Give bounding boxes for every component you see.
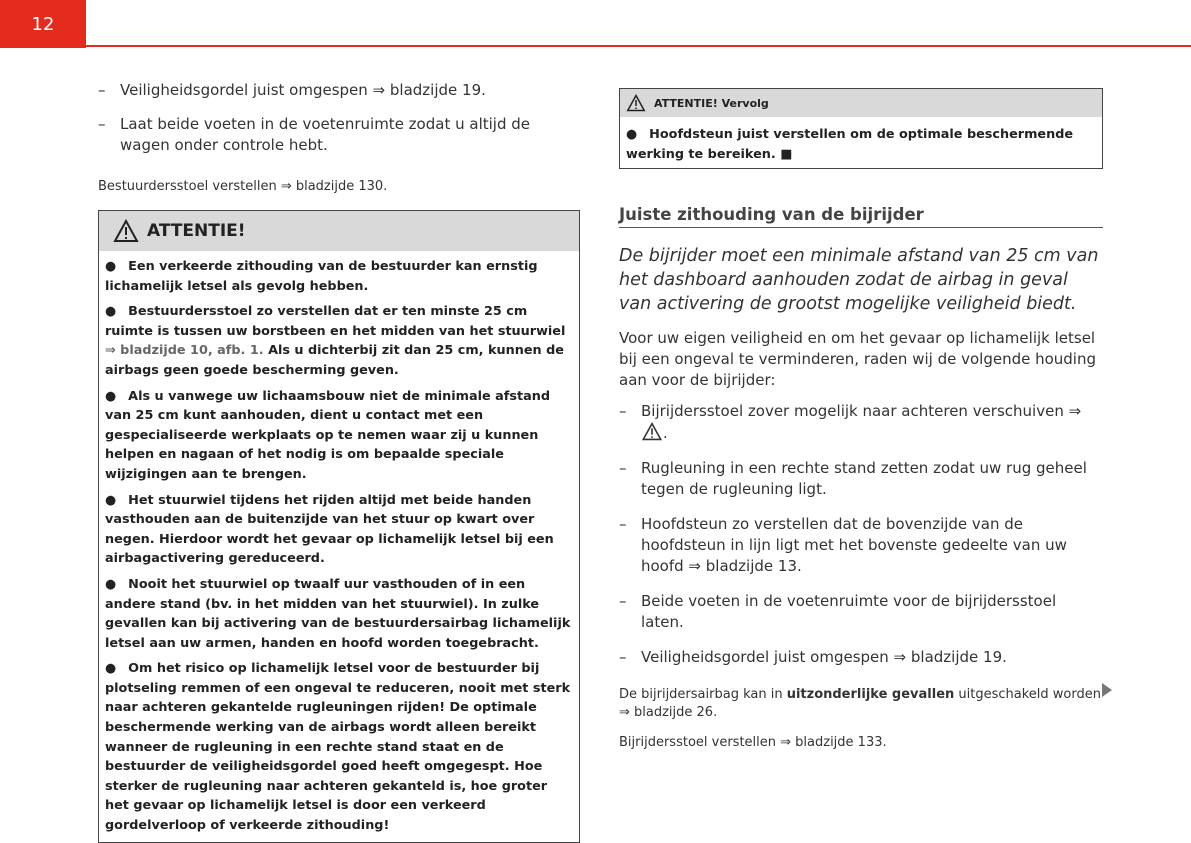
page-reference: ⇒ bladzijde 10, afb. 1. (105, 343, 264, 359)
warning-triangle-icon (626, 94, 646, 112)
warning-item: ● Nooit het stuurwiel op twaalf uur vasthouden of in een andere stand (bv. in het midden van het stuurwiel). In zulke gevallen kan bij activering van de bestuurdersairbag lichamelijk letsel aan uw armen, handen en hoofd worden toegebracht. (105, 576, 571, 651)
right-column (619, 88, 1103, 752)
intro-text: Voor uw eigen veiligheid en om het gevaar op lichamelijk letsel bij een ongeval te verminderen, raden wij de volgende houding aan voor de bijrijder: (619, 329, 1097, 390)
warning-triangle-icon (113, 219, 139, 243)
list-item: – Veiligheidsgordel juist omgespen ⇒ bladzijde 19. (619, 647, 1103, 668)
warning-item: ● Het stuurwiel tijdens het rijden altijd met beide handen vasthouden aan de buitenzijde van het stuur op kwart over negen. Hierdoor wordt het gevaar op lichamelijk letsel bij een airbagactivering gereduceerd. (105, 492, 554, 567)
driver-warning-box (98, 210, 580, 843)
lead-text: De bijrijder moet een minimale afstand van 25 cm van het dashboard aanhouden zodat de airbag in geval van activering de grootst mogelijke veiligheid biedt. (619, 246, 1099, 315)
list-item: – Veiligheidsgordel juist omgespen ⇒ bladzijde 19. (98, 80, 580, 101)
warning-header (620, 89, 1102, 117)
bullet-icon: ● (105, 388, 117, 404)
warning-title: ATTENTIE! Vervolg (654, 96, 769, 110)
warning-header (99, 211, 579, 251)
section-title: Juiste zithouding van de bijrijder (619, 205, 1103, 228)
warning-item: ● Hoofdsteun juist verstellen om de optimale beschermende werking te bereiken. ■ (626, 127, 1074, 162)
list-item: – Rugleuning in een rechte stand zetten zodat uw rug geheel tegen de rugleuning ligt. (619, 458, 1103, 500)
page-number: 12 (0, 0, 86, 48)
seat-adjust-ref: Bijrijdersstoel verstellen ⇒ bladzijde 133. (619, 735, 887, 751)
warning-body (99, 251, 579, 842)
airbag-note: De bijrijdersairbag kan in uitzonderlijke gevallen uitgeschakeld worden ⇒ bladzijde 26. (619, 687, 1101, 721)
header-rule (86, 45, 1191, 47)
bullet-icon: ● (105, 259, 117, 274)
driver-steps (98, 80, 580, 156)
warning-triangle-icon (641, 422, 663, 441)
list-item: – Laat beide voeten in de voetenruimte zodat u altijd de wagen onder controle hebt. (98, 114, 580, 156)
left-column (98, 80, 580, 843)
list-item: – Bijrijdersstoel zover mogelijk naar achteren verschuiven ⇒ . (619, 401, 1103, 444)
bullet-icon: ● (105, 492, 117, 508)
warning-item: ● Als u vanwege uw lichaamsbouw niet de minimale afstand van 25 cm kunt aanhouden, dient u contact met een gespecialiseerde werkplaats op te nemen waar zij u kunnen helpen en nagaan of het nodig is om bepaalde speciale wijzigingen aan te brengen. (105, 388, 550, 482)
warning-item: ● Een verkeerde zithouding van de bestuurder kan ernstig lichamelijk letsel als gevolg hebben. (105, 259, 538, 294)
warning-title: ATTENTIE! (147, 221, 246, 241)
seat-adjust-ref: Bestuurdersstoel verstellen ⇒ bladzijde 130. (98, 179, 388, 194)
warning-body (620, 117, 1102, 168)
list-item: – Beide voeten in de voetenruimte voor de bijrijdersstoel laten. (619, 591, 1103, 633)
end-mark: ■ (780, 146, 793, 162)
warning-item: ● Bestuurdersstoel zo verstellen dat er ten minste 25 cm ruimte is tussen uw borstbeen en het midden van het stuurwiel ⇒ bladzijde 10, afb. 1. Als u dichterbij zit dan 25 cm, kunnen de airbags geen goede bescherming geven. (105, 304, 566, 378)
warning-item: ● Om het risico op lichamelijk letsel voor de bestuurder bij plotseling remmen of een ongeval te reduceren, nooit met sterk naar achteren gekantelde rugleuningen rijden! De optimale beschermende werking van de airbags wordt alleen bereikt wanneer de rugleuning in een rechte stand staat en de bestuurder de veiligheidsgordel goed heeft omgegespt. Hoe sterker de rugleuning naar achteren gekanteld is, hoe groter het gevaar op lichamelijk letsel is door een verkeerd gordelverloop of verkeerde zithouding! (105, 661, 571, 834)
next-page-arrow-icon (1102, 683, 1112, 697)
passenger-steps (619, 401, 1103, 668)
bullet-icon: ● (105, 304, 117, 320)
continued-warning-box (619, 88, 1103, 169)
bullet-icon: ● (105, 661, 117, 677)
bullet-icon: ● (105, 576, 117, 592)
list-item: – Hoofdsteun zo verstellen dat de bovenzijde van de hoofdsteun in lijn ligt met het bovenste gedeelte van uw hoofd ⇒ bladzijde 13. (619, 514, 1103, 577)
bullet-icon: ● (626, 127, 638, 142)
